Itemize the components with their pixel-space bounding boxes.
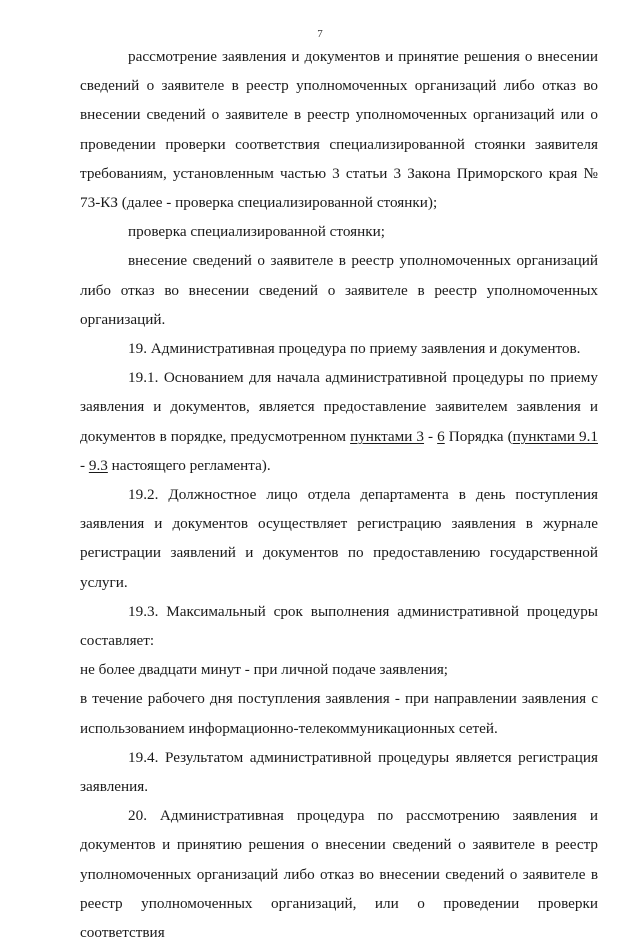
paragraph-19-1-mid-text: Порядка ( xyxy=(444,427,513,445)
paragraph-network-submission: в течение рабочего дня поступления заявления - при направлении заявления с использованием информационно-телекоммуникационных сетей. xyxy=(80,690,598,737)
paragraph-personal-submission: не более двадцати минут - при личной подаче заявления; xyxy=(80,661,449,679)
link-items-9-1[interactable]: пунктами 9.1 xyxy=(512,427,598,445)
paragraph-19-1-end-text: настоящего регламента). xyxy=(107,456,271,474)
link-item-9-3[interactable]: 9.3 xyxy=(88,456,108,474)
paragraph-19-heading: 19. Административная процедура по приему заявления и документов. xyxy=(128,340,581,358)
paragraph-parking-check: проверка специализированной стоянки; xyxy=(128,223,385,241)
document-body xyxy=(80,42,598,947)
paragraph-registry-entry: внесение сведений о заявителе в реестр уполномоченных организаций либо отказ во внесении сведений о заявителе в реестр уполномоченных организаций. xyxy=(80,252,598,328)
paragraph-review-decision: рассмотрение заявления и документов и принятие решения о внесении сведений о заявителе в реестр уполномоченных организаций либо отказ во внесении сведений о заявителе в реестр уполномоченных организаций или о проведении проверки соответствия специализированной стоянки заявителя требованиям, установленным частью 3 статьи 3 Закона Приморского края № 73-КЗ (далее - проверка специализированной стоянки); xyxy=(80,48,598,212)
separator-text: - xyxy=(80,456,89,474)
paragraph-19-1 xyxy=(80,363,598,480)
paragraph-19-1-text: 19.1. Основанием для начала административной процедуры по приему заявления и документов, является предоставление заявителем заявления и документов в порядке, предусмотренном xyxy=(80,369,598,445)
page-number: 7 xyxy=(317,28,323,40)
link-item-6[interactable]: 6 xyxy=(437,427,445,445)
paragraph-20: 20. Административная процедура по рассмотрению заявления и документов и принятию решения о внесении сведений о заявителе в реестр уполномоченных организаций либо отказ во внесении сведений о заявителе в реестр уполномоченных организаций, или о проведении проверки соответствия xyxy=(80,807,598,942)
paragraph-19-3: 19.3. Максимальный срок выполнения административной процедуры составляет: xyxy=(80,602,598,650)
link-items-3[interactable]: пунктами 3 xyxy=(350,427,425,445)
paragraph-19-2: 19.2. Должностное лицо отдела департамента в день поступления заявления и документов осуществляет регистрацию заявления в журнале регистрации заявлений и документов по предоставлению государственной услуги. xyxy=(80,486,598,591)
separator-text: - xyxy=(424,427,438,445)
paragraph-19-4: 19.4. Результатом административной процедуры является регистрация заявления. xyxy=(80,748,598,796)
